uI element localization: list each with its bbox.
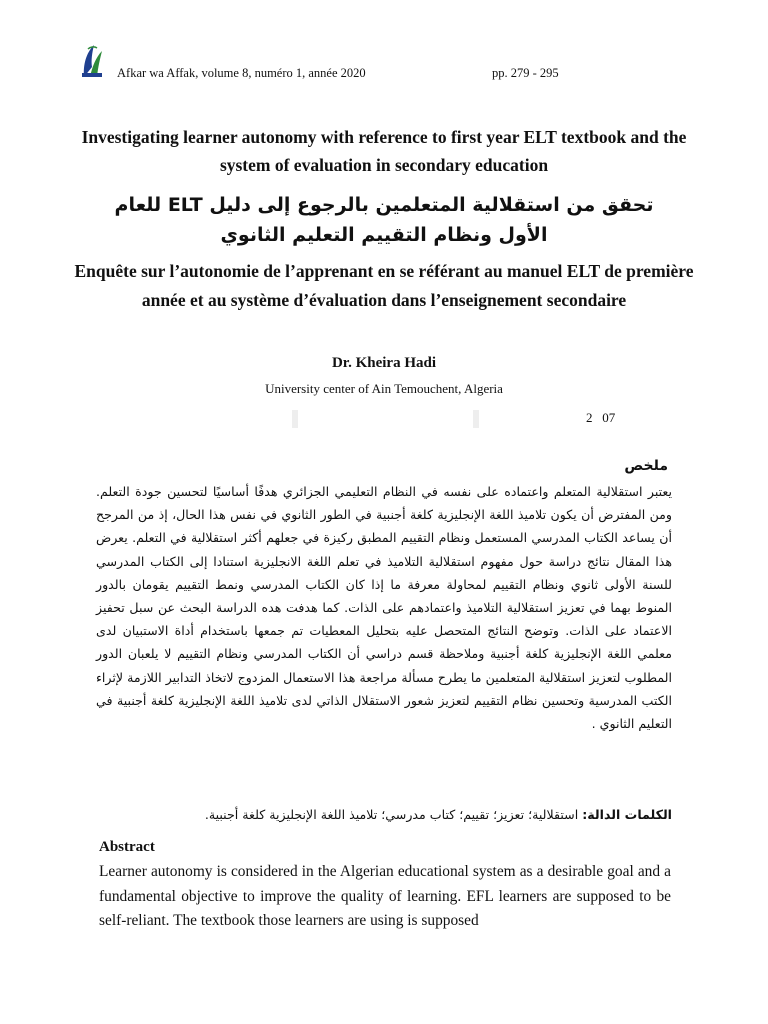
faded-mark	[292, 410, 298, 428]
arabic-keywords	[96, 805, 672, 825]
arabic-keywords-label: الكلمات الدالة:	[582, 807, 672, 822]
journal-citation: Afkar wa Affak, volume 8, numéro 1, année 2020	[117, 66, 366, 80]
arabic-abstract-heading: ملخص	[624, 458, 668, 474]
date-placeholders	[0, 410, 768, 428]
faded-mark	[473, 410, 479, 428]
arabic-abstract-body: يعتبر استقلالية المتعلم واعتماده على نفسه في النظام التعليمي الجزائري هدفًا أساسيًا لتحسين جودة التعلم. ومن المفترض أن يكون تلاميذ اللغة الإنجليزية كلغة أجنبية في الطور الثانوي في نفس هذا الحال، إذ من المرجح أن يساعد الكتاب المدرسي المستعمل ونظام التقييم المطبق ركيزة في جعلهم أكثر استقلالية في التعلم. يعرض هذا المقال نتائج دراسة حول مفهوم استقلالية التلاميذ في تعلم اللغة الانجليزية استنادا إلى الكتاب المدرسي للسنة الأولى ثانوي ونظام التقييم لمحاولة معرفة ما إذا كان الكتاب المدرسي ونمط التقييم يقومان بالدور المنوط بهما في تعزيز استقلالية التلاميذ واعتمادهم على الذات. كما هدفت هده الدراسة البحث عن سبل تحفيز الاعتماد على الذات. وتوضح النتائج المتحصل عليه بتحليل المعطيات تم جمعها باستخدام أداة الاستبيان لدى معلمي اللغة الإنجليزية كلغة أجنبية وملاحظة قسم دراسي أن الكتاب المدرسي ونظام التقييم لا يلعبان الدور المطلوب لتعزيز استقلالية المتعلمين ما يطرح مسألة مراجعة هذا الاستعمال المزدوج لاتخاذ التدابير اللازمة لإثراء الكتب المدرسية وتحسين نظام التقييم لتعزيز شعور الاستقلال الذاتي لدى تلاميذ اللغة الإنجليزية كلغة أجنبية في التعليم الثانوي .	[96, 484, 672, 732]
arabic-keywords-list: استقلالية؛ تعزيز؛ تقييم؛ كتاب مدرسي؛ تلاميذ اللغة الإنجليزية كلغة أجنبية.	[204, 807, 583, 822]
abstract-body: Learner autonomy is considered in the Algerian educational system as a desirable goal and a fundamental objective to improve the quality of learning. EFL learners are supposed to be self-reliant. The textbook those learners are using is supposed	[99, 863, 671, 929]
page-range: pp. 279 - 295	[492, 66, 559, 80]
title-english: Investigating learner autonomy with reference to first year ELT textbook and the system of evaluation in secondary education	[81, 127, 687, 175]
journal-logo-icon	[80, 43, 104, 79]
title-french: Enquête sur l’autonomie de l’apprenant en se référant au manuel ELT de première année et au système d’évaluation dans l’enseignement secondaire	[74, 261, 694, 310]
date-fragment: 2 07	[586, 410, 616, 425]
author-name: Dr. Kheira Hadi	[331, 355, 437, 371]
title-arabic: تحقق من استقلالية المتعلمين بالرجوع إلى دليل ELT للعام الأول ونظام التقييم التعليم الثانوي	[114, 194, 654, 246]
author-affiliation: University center of Ain Temouchent, Algeria	[265, 381, 503, 396]
abstract-heading: Abstract	[99, 839, 155, 855]
